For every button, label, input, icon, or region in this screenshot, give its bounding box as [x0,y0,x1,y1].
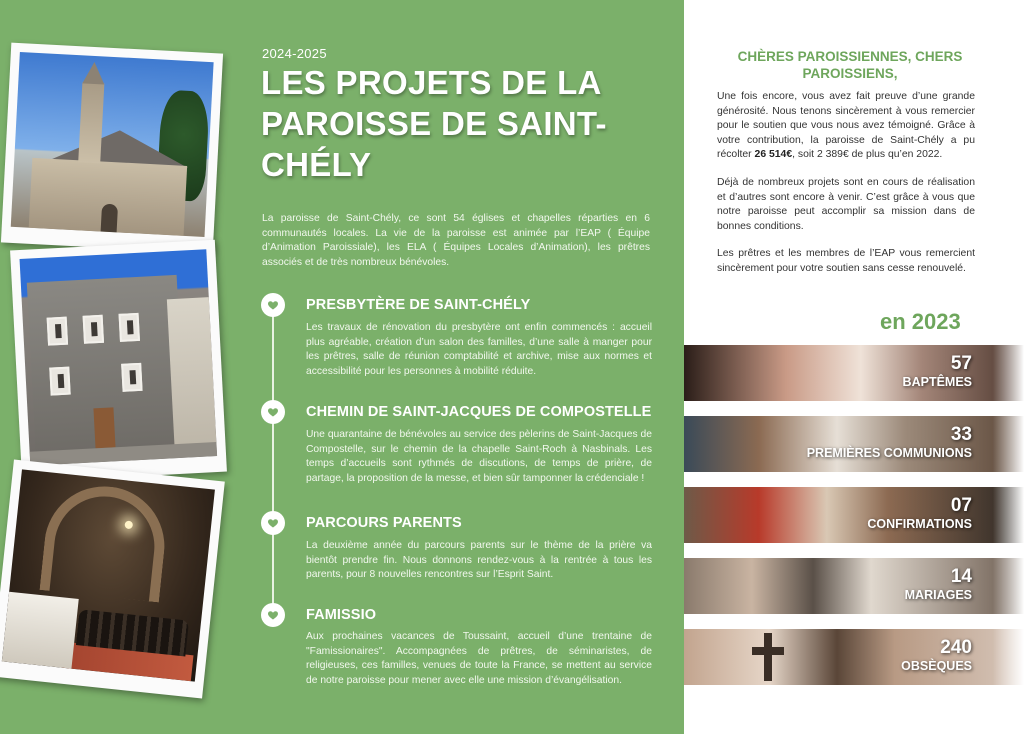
donation-amount: 26 514€ [754,149,793,161]
section-text: Une quarantaine de bénévoles au service des pèlerins de Saint-Jacques de Compostelle, sur le chemin de la chapelle Saint-Roch à Nasbinals. Les temps d’accueils sont rythmés de discutions, de temps de prière, de partage, la proposition de la messe, et bien sûr tamponner la crédenciale ! [306,429,652,484]
letter-paragraph-1: Une fois encore, vous avez fait preuve d’une grande générosité. Nous tenons sincèrement à vous remercier pour le soutien que vous nous avez témoigné. Grâce à votre contribution, la paroisse de Saint-Chély a pu récolter 26 514€, soit 2 389€ de plus qu’en 2022. [717,91,975,161]
stat-banner-obseques [684,629,1024,685]
stat-number: 33 [950,424,972,445]
greeting-heading: CHÈRES PAROISSIENNES, CHERS PAROISSIENS, [737,49,963,81]
section-text: Aux prochaines vacances de Toussaint, accueil d’une trentaine de "Famissionaires". Accompagnées de prêtres, de séminaristes, de religieuses, ces familles, venues de toute la France, se mettent au service de notre paroisse pour mener avec elle une mission d’évangélisation. [306,631,652,686]
stat-label: PREMIÈRES COMMUNIONS [806,446,972,460]
stat-number: 57 [950,353,972,374]
church-photo [1,43,223,254]
mass-photo [0,460,225,699]
stat-banner-baptemes [684,345,1024,401]
section-title: PARCOURS PARENTS [306,515,462,531]
church-image [11,52,214,237]
stat-label: CONFIRMATIONS [867,517,972,531]
timeline-line [272,300,274,620]
heart-icon [261,603,285,627]
letter-paragraph-2: Déjà de nombreux projets sont en cours de réalisation et d’autres sont encore à venir. C’est grâce à vous que notre paroisse peut accomplir sa mission dans de bonnes conditions. [717,177,975,232]
stat-label: BAPTÊMES [902,375,972,389]
stat-number: 14 [950,566,972,587]
intro-paragraph: La paroisse de Saint-Chély, ce sont 54 églises et chapelles réparties en 6 communautés locales. La vie de la paroisse est animée par l’EAP ( Équipe d’Animation Paroissiale), les ELA ( Équipes Locales d’Animation), les prêtres associés et de très nombreux bénévoles. [262,213,650,268]
heart-icon [261,511,285,535]
stat-label: OBSÈQUES [901,659,972,673]
mass-image [2,469,215,681]
section-text: La deuxième année du parcours parents sur le thème de la prière va bientôt prendre fin. Nous donnons rendez-vous à la rentrée à tous les parents, pour 8 nouvelles rencontres sur l’Esprit Saint. [306,540,652,581]
section-title: PRESBYTÈRE DE SAINT-CHÉLY [306,297,531,313]
year-label: 2024-2025 [262,46,327,61]
section-title: FAMISSIO [306,607,377,623]
section-text: Les travaux de rénovation du presbytère ont enfin commencés : accueil plus agréable, création d’un salon des familles, d’une salle à manger pour les prêtres, salle de réunion comptabilité et archive, mise aux normes et accessibilité pour les personnes à mobilité réduite. [306,322,652,377]
stat-banner-communions [684,416,1024,472]
presbytery-photo [10,240,227,482]
stat-banner-mariages [684,558,1024,614]
section-title: CHEMIN DE SAINT-JACQUES DE COMPOSTELLE [306,404,652,420]
crucifix-icon [764,633,772,681]
letter-paragraph-3: Les prêtres et les membres de l’EAP vous remercient sincèrement pour votre soutien sans cesse renouvelé. [717,248,975,274]
stat-label: MARIAGES [904,588,972,602]
stat-banner-confirmations [684,487,1024,543]
stat-number: 240 [940,637,972,658]
stats-heading: en 2023 [880,309,961,334]
heart-icon [261,293,285,317]
presbytery-image [20,249,218,466]
stat-number: 07 [950,495,972,516]
page-title: LES PROJETS DE LA PAROISSE DE SAINT-CHÉLY [261,64,607,183]
heart-icon [261,400,285,424]
